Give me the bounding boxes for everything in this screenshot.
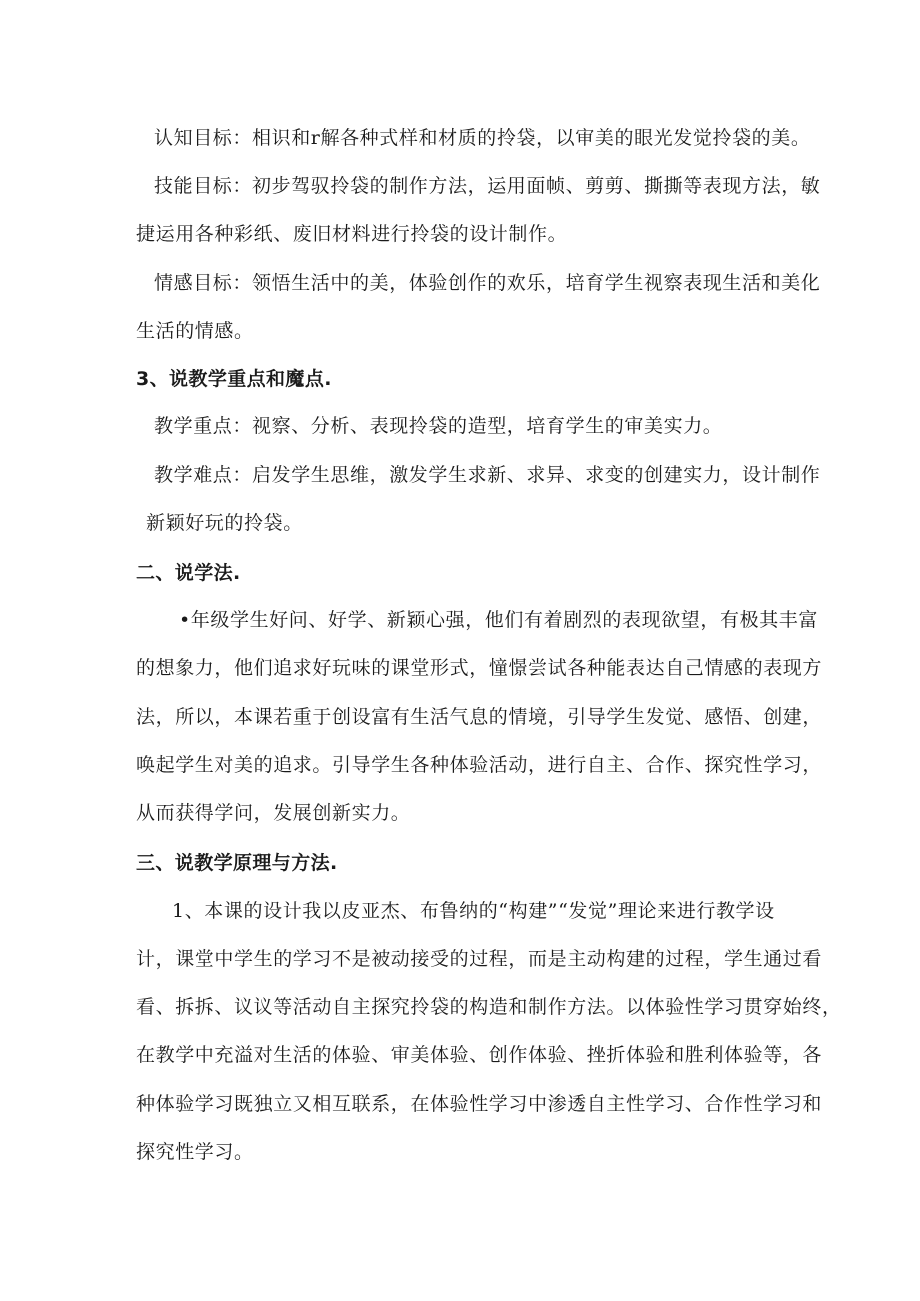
- learning-method-line-3: 法，所以，本课若重于创设富有生活气息的情境，引导学生发觉、感悟、创建，: [136, 706, 823, 728]
- skill-goal-line-2: 捷运用各种彩纸、废旧材料进行拎袋的设计制作。: [136, 223, 568, 245]
- principle-line-3: 看、拆拆、议议等活动自主探究拎袋的构造和制作方法。以体验性学习贯穿始终，: [136, 996, 842, 1018]
- principle-line-5: 种体验学习既独立又相互联系，在体验性学习中渗透自主性学习、合作性学习和: [136, 1093, 823, 1115]
- skill-goal-line-1: 技能目标：初步驾驭拎袋的制作方法，运用面帧、剪剪、撕撕等表现方法，敏: [154, 175, 821, 197]
- learning-method-line-1: •年级学生好问、好学、新颖心强，他们有着剧烈的表现欲望，有极其丰富: [179, 609, 819, 631]
- difficulty-line-2: 新颖好玩的拎袋。: [146, 512, 303, 534]
- key-point: 教学重点：视察、分析、表现拎袋的造型，培育学生的审美实力。: [154, 415, 723, 437]
- difficulty-line-1: 教学难点：启发学生思维，激发学生求新、求异、求变的创建实力，设计制作: [154, 464, 821, 486]
- principle-line-4: 在教学中充溢对生活的体验、审美体验、创作体验、挫折体验和胜利体验等，各: [136, 1044, 823, 1066]
- cognitive-goal: 认知目标：相识和r解各种式样和材质的拎袋，以审美的眼光发觉拎袋的美。: [154, 127, 811, 149]
- learning-method-line-2: 的想象力，他们追求好玩味的课堂形式，憧憬尝试各种能表达自己情感的表现方: [136, 657, 823, 679]
- learning-method-line-4: 唤起学生对美的追求。引导学生各种体验活动，进行自主、合作、探究性学习，: [136, 754, 823, 776]
- principle-line-1: 1、本课的设计我以皮亚杰、布鲁纳的“构建”“发觉”理论来进行教学设: [172, 900, 775, 922]
- learning-method-line-5: 从而获得学问，发展创新实力。: [136, 802, 411, 824]
- section-3-heading: 3、说教学重点和魔点.: [136, 368, 332, 390]
- emotion-goal-line-1: 情感目标：领悟生活中的美，体验创作的欢乐，培育学生视察表现生活和美化: [154, 272, 821, 294]
- emotion-goal-line-2: 生活的情感。: [136, 320, 254, 342]
- section-er-heading: 二、说学法.: [136, 562, 241, 584]
- principle-line-2: 计，课堂中学生的学习不是被动接受的过程，而是主动构建的过程，学生通过看: [136, 948, 823, 970]
- section-san-heading: 三、说教学原理与方法.: [136, 852, 338, 874]
- principle-line-6: 探究性学习。: [136, 1141, 254, 1163]
